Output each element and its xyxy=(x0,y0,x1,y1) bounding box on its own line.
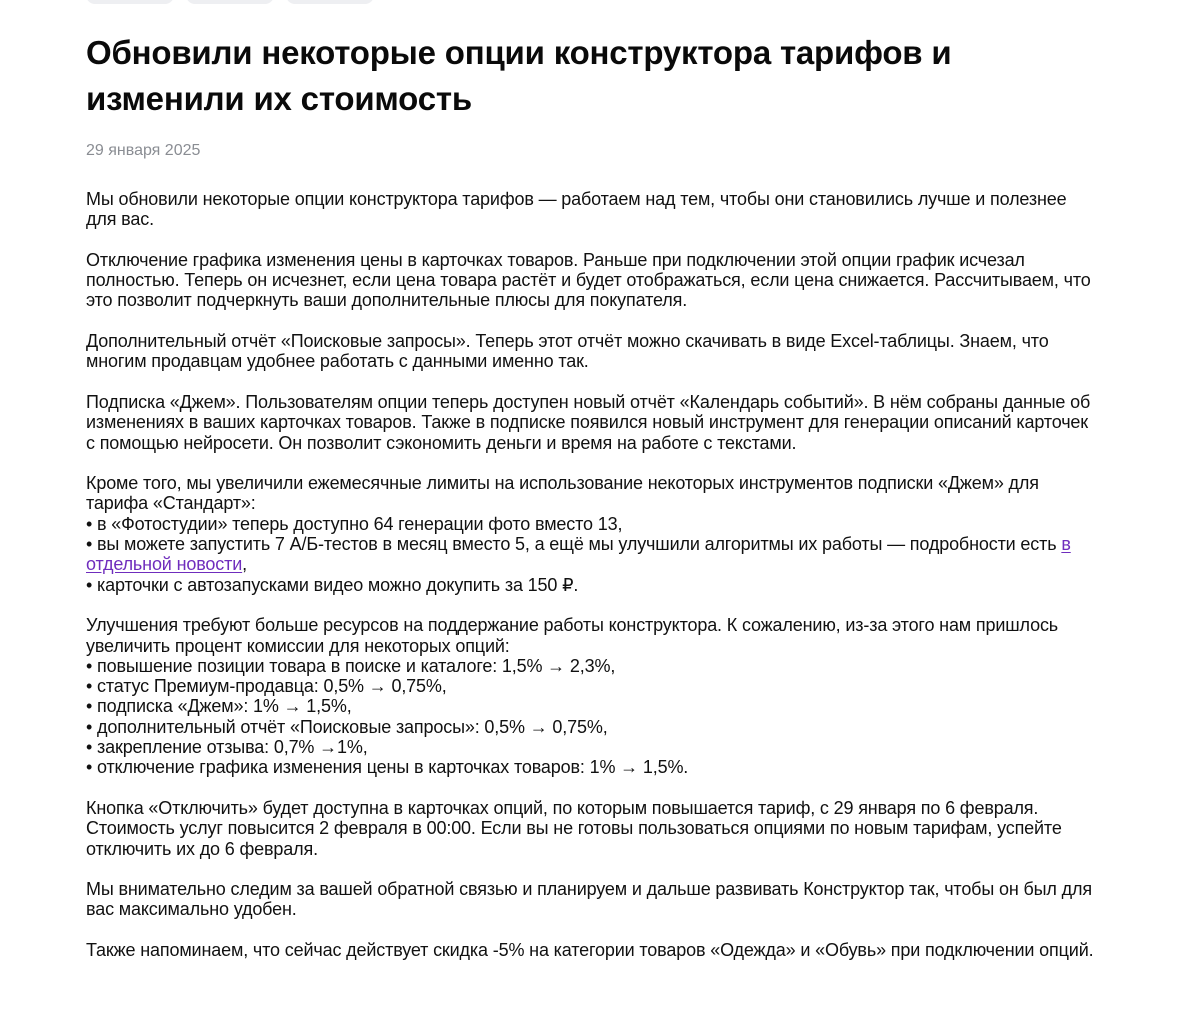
limits-item-video: • карточки с автозапусками видео можно докупить за 150 ₽. xyxy=(86,574,579,595)
commission-item: • статус Премиум-продавца: 0,5% → 0,75%, xyxy=(86,676,447,697)
commission-item: • закрепление отзыва: 0,7% →1%, xyxy=(86,737,368,758)
paragraph-search-report: Дополнительный отчёт «Поисковые запросы». Теперь этот отчёт можно скачивать в виде Excel-таблицы. Знаем, что многим продавцам удобнее работать с данными именно так. xyxy=(86,331,1049,372)
separate-news-link[interactable]: в отдельной новости xyxy=(86,534,1071,575)
commission-item: • подписка «Джем»: 1% → 1,5%, xyxy=(86,696,352,717)
tag-chip[interactable] xyxy=(286,0,374,4)
tag-row xyxy=(86,0,374,4)
commission-item: • повышение позиции товара в поиске и каталоге: 1,5% → 2,3%, xyxy=(86,655,616,676)
paragraph-jam-subscription: Подписка «Джем». Пользователям опции теперь доступен новый отчёт «Календарь событий». В нём собраны данные об изменениях в ваших карточках товаров. Также в подписке появился новый инструмент для генерации описаний карточек с помощью нейросети. Он позволит сэкономить деньги и время на работе с текстами. xyxy=(86,391,1091,453)
article-title: Обновили некоторые опции конструктора тарифов и изменили их стоимость xyxy=(86,34,952,117)
limits-item-ab xyxy=(86,534,1096,575)
limits-item-ab-text: • вы можете запустить 7 А/Б-тестов в месяц вместо 5, а ещё мы улучшили алгоритмы их работы — подробности есть xyxy=(86,534,1062,555)
paragraph-price-chart: Отключение графика изменения цены в карточках товаров. Раньше при подключении этой опции график исчезал полностью. Теперь он исчезнет, если цена товара растёт и будет отображаться, если цена снижается. Рассчитываем, что это позволит подчеркнуть ваши дополнительные плюсы для покупателя. xyxy=(86,249,1091,311)
commission-lead: Улучшения требуют больше ресурсов на поддержание работы конструктора. К сожалению, из-за этого нам пришлось увеличить процент комиссии для некоторых опций: xyxy=(86,615,1059,656)
commission-item: • отключение графика изменения цены в карточках товаров: 1% → 1,5%. xyxy=(86,757,689,778)
paragraph-intro: Мы обновили некоторые опции конструктора тарифов — работаем над тем, чтобы они становились лучше и полезнее для вас. xyxy=(86,189,1067,230)
paragraph-feedback: Мы внимательно следим за вашей обратной связью и планируем и дальше развивать Конструктор так, чтобы он был для вас максимально удобен. xyxy=(86,879,1092,920)
paragraph-limits xyxy=(86,473,1096,595)
limits-item-ab-comma: , xyxy=(242,554,247,575)
tag-chip[interactable] xyxy=(186,0,274,4)
paragraph-discount: Также напоминаем, что сейчас действует скидка -5% на категории товаров «Одежда» и «Обувь» при подключении опций. xyxy=(86,939,1094,960)
article-body xyxy=(86,189,1096,960)
tag-chip[interactable] xyxy=(86,0,174,4)
paragraph-commission xyxy=(86,615,1096,777)
limits-lead: Кроме того, мы увеличили ежемесячные лимиты на использование некоторых инструментов подписки «Джем» для тарифа «Стандарт»: xyxy=(86,473,1039,514)
article-date: 29 января 2025 xyxy=(86,142,201,159)
paragraph-disable-button: Кнопка «Отключить» будет доступна в карточках опций, по которым повышается тариф, с 29 января по 6 февраля. Стоимость услуг повысится 2 февраля в 00:00. Если вы не готовы пользоваться опциями по новым тарифам, успейте отключить их до 6 февраля. xyxy=(86,797,1062,859)
limits-item-photo: • в «Фотостудии» теперь доступно 64 генерации фото вместо 13, xyxy=(86,513,623,534)
commission-item: • дополнительный отчёт «Поисковые запросы»: 0,5% → 0,75%, xyxy=(86,716,608,737)
news-article xyxy=(86,30,1096,960)
